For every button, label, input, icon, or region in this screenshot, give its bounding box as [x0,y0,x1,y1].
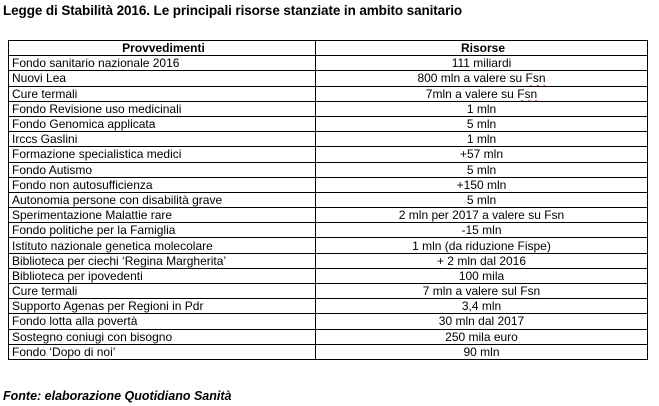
table-row [9,208,648,223]
risorse-cell: 5 mln [316,192,648,207]
table-row [9,238,648,253]
table-row [9,192,648,207]
risorse-cell: + 2 mln dal 2016 [316,253,648,268]
table-row [9,177,648,192]
table-row [9,56,648,71]
risorse-cell: 1 mln (da riduzione Fispe) [316,238,648,253]
risorse-cell: 1 mln [316,132,648,147]
table-row [9,223,648,238]
table-row [9,329,648,344]
provvedimento-cell: Cure termali [9,86,316,101]
provvedimento-cell: Fondo lotta alla povertà [9,314,316,329]
column-header-risorse: Risorse [316,41,648,56]
table-row [9,71,648,86]
provvedimento-cell: Nuovi Lea [9,71,316,86]
provvedimento-cell: Fondo politiche per la Famiglia [9,223,316,238]
provvedimento-cell: Fondo Autismo [9,162,316,177]
risorse-cell: +57 mln [316,147,648,162]
table-row [9,268,648,283]
provvedimento-cell: Sperimentazione Malattie rare [9,208,316,223]
provvedimento-cell: Autonomia persone con disabilità grave [9,192,316,207]
table-row [9,147,648,162]
table-row [9,162,648,177]
table-row [9,86,648,101]
risorse-cell: 111 miliardi [316,56,648,71]
provvedimento-cell: Biblioteca per ipovedenti [9,268,316,283]
risorse-cell: 100 mila [316,268,648,283]
source-note: Fonte: elaborazione Quotidiano Sanità [3,389,232,403]
risorse-cell: -15 mln [316,223,648,238]
provvedimento-cell: Cure termali [9,284,316,299]
risorse-cell: 5 mln [316,116,648,131]
resources-table [8,40,648,360]
risorse-cell: 1 mln [316,101,648,116]
provvedimento-cell: Fondo Genomica applicata [9,116,316,131]
table-row [9,116,648,131]
risorse-cell: 250 mila euro [316,329,648,344]
risorse-cell: 5 mln [316,162,648,177]
page-title: Legge di Stabilità 2016. Le principali risorse stanziate in ambito sanitario [3,3,463,18]
table-row [9,344,648,359]
provvedimento-cell: Fondo non autosufficienza [9,177,316,192]
table-row [9,299,648,314]
provvedimento-cell: Fondo Revisione uso medicinali [9,101,316,116]
risorse-cell: 800 mln a valere su Fsn [316,71,648,86]
table-row [9,314,648,329]
provvedimento-cell: Fondo sanitario nazionale 2016 [9,56,316,71]
provvedimento-cell: Formazione specialistica medici [9,147,316,162]
column-header-provvedimenti: Provvedimenti [9,41,316,56]
provvedimento-cell: Biblioteca per ciechi ‘Regina Margherita’ [9,253,316,268]
risorse-cell: 2 mln per 2017 a valere su Fsn [316,208,648,223]
table-row [9,253,648,268]
risorse-cell: 7mln a valere su Fsn [316,86,648,101]
table-header-row [9,41,648,56]
risorse-cell: 30 mln dal 2017 [316,314,648,329]
risorse-cell: +150 mln [316,177,648,192]
risorse-cell: 3,4 mln [316,299,648,314]
table-row [9,284,648,299]
provvedimento-cell: Irccs Gaslini [9,132,316,147]
risorse-cell: 7 mln a valere sul Fsn [316,284,648,299]
provvedimento-cell: Sostegno coniugi con bisogno [9,329,316,344]
table-row [9,132,648,147]
provvedimento-cell: Supporto Agenas per Regioni in Pdr [9,299,316,314]
provvedimento-cell: Istituto nazionale genetica molecolare [9,238,316,253]
provvedimento-cell: Fondo ‘Dopo di noi’ [9,344,316,359]
risorse-cell: 90 mln [316,344,648,359]
table-row [9,101,648,116]
